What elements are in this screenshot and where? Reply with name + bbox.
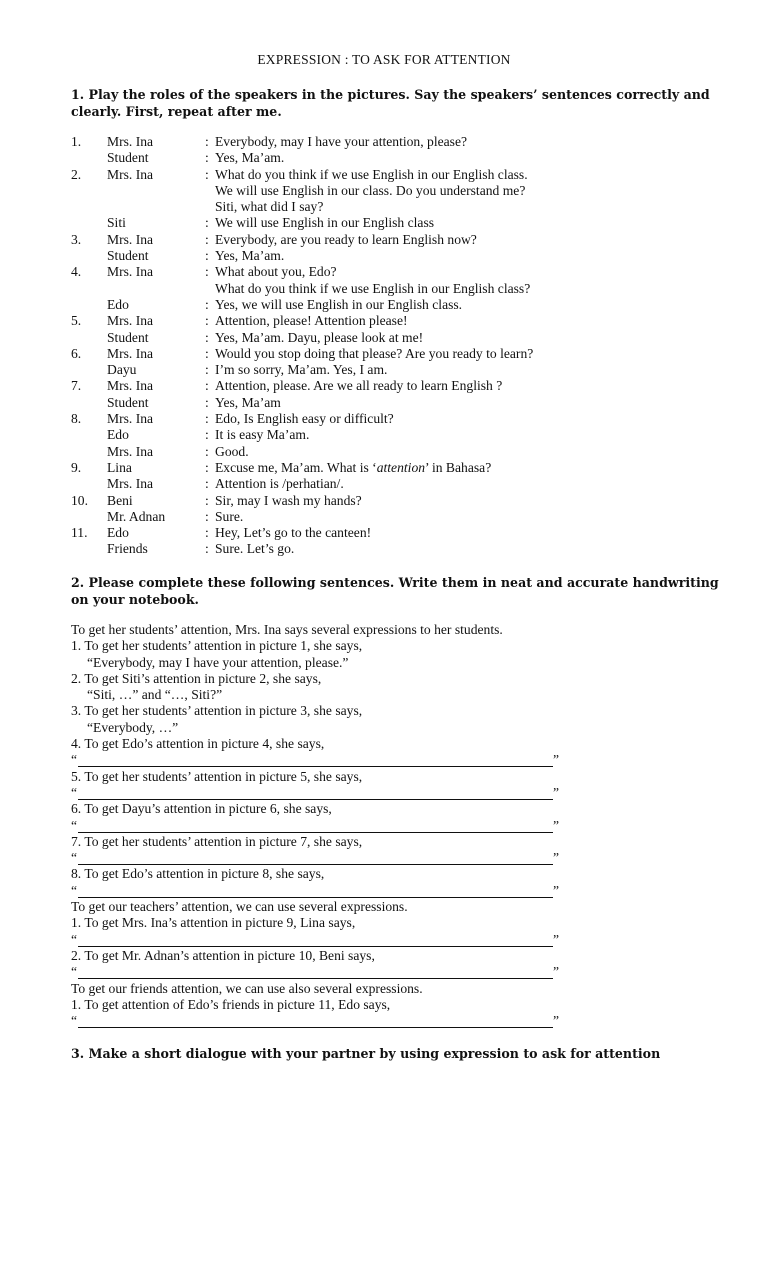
speaker-name: Student xyxy=(107,329,149,345)
dialogue-number: 2. xyxy=(71,166,82,182)
dialogue-row xyxy=(71,199,761,215)
dialogue-row xyxy=(71,330,761,346)
example-answer-1: “Everybody, may I have your attention, please.” xyxy=(87,654,349,670)
teachers-intro-line: To get our teachers’ attention, we can use several expressions. xyxy=(71,899,408,915)
dialogue-line: Would you stop doing that please? Are you ready to learn? xyxy=(215,345,534,361)
exercise-item-11: 1. To get attention of Edo’s friends in picture 11, Edo says, xyxy=(71,996,391,1012)
answer-blank[interactable]: “ ” xyxy=(71,784,560,800)
speaker-name: Mrs. Ina xyxy=(107,476,154,492)
speaker-name: Mr. Adnan xyxy=(107,508,166,524)
answer-blank[interactable]: “ ” xyxy=(71,964,560,980)
dialogue-colon: : xyxy=(205,231,209,247)
intro-line: To get her students’ attention, Mrs. Ina says several expressions to her students. xyxy=(71,622,503,637)
answer-blank[interactable]: “ ” xyxy=(71,850,560,866)
exercise-item-2: 2. To get Siti’s attention in picture 2, she says, xyxy=(71,670,322,686)
speaker-name: Mrs. Ina xyxy=(107,345,154,361)
dialogue-colon: : xyxy=(205,411,209,427)
dialogue-line: Siti, what did I say? xyxy=(215,199,324,215)
dialogue-colon: : xyxy=(205,427,209,443)
dialogue-line: What about you, Edo? xyxy=(215,264,337,280)
dialogue-line: Attention, please! Attention please! xyxy=(215,313,408,329)
section-2-heading: 2. Please complete these following sentences. Write them in neat and accurate handwriting on your notebook. xyxy=(71,575,719,607)
dialogue-row xyxy=(71,460,761,476)
speaker-name: Mrs. Ina xyxy=(107,313,154,329)
dialogue-colon: : xyxy=(205,134,209,149)
speaker-name: Mrs. Ina xyxy=(107,166,154,182)
answer-blank[interactable]: “ ” xyxy=(71,931,560,947)
dialogue-line: Sure. Let’s go. xyxy=(215,541,295,557)
dialogue-line: Sure. xyxy=(215,508,244,524)
speaker-name: Mrs. Ina xyxy=(107,231,154,247)
dialogue-line: Yes, Ma’am. xyxy=(215,150,285,166)
speaker-name: Friends xyxy=(107,541,148,557)
dialogue-colon: : xyxy=(205,329,209,345)
dialogue-row xyxy=(71,264,761,280)
exercise-item-4: 4. To get Edo’s attention in picture 4, she says, xyxy=(71,736,325,752)
speaker-name: Student xyxy=(107,150,149,166)
dialogue-colon: : xyxy=(205,362,209,378)
dialogue-colon: : xyxy=(205,443,209,459)
dialogue-number: 5. xyxy=(71,313,82,329)
section-3-heading: 3. Make a short dialogue with your partner by using expression to ask for attention xyxy=(71,1046,661,1061)
speaker-name: Lina xyxy=(107,459,132,475)
dialogue-row xyxy=(71,346,761,362)
dialogue-row xyxy=(71,509,761,525)
dialogue-line: Yes, Ma’am. xyxy=(215,248,285,264)
dialogue-line: Yes, we will use English in our English class. xyxy=(215,296,463,312)
dialogue-line: We will use English in our class. Do you understand me? xyxy=(215,182,526,198)
speaker-name: Student xyxy=(107,248,149,264)
example-answer-3: “Everybody, …” xyxy=(87,719,179,735)
dialogue-line: Sir, may I wash my hands? xyxy=(215,492,362,508)
dialogue-line: Good. xyxy=(215,443,249,459)
dialogue-line: Yes, Ma’am. Dayu, please look at me! xyxy=(215,329,424,345)
dialogue-number: 4. xyxy=(71,264,82,280)
dialogue-line: Edo, Is English easy or difficult? xyxy=(215,411,394,427)
dialogue-row xyxy=(71,297,761,313)
dialogue-number: 10. xyxy=(71,492,88,508)
exercise-item-8: 8. To get Edo’s attention in picture 8, she says, xyxy=(71,866,325,882)
dialogue-colon: : xyxy=(205,541,209,557)
dialogue-line: What do you think if we use English in our English class. xyxy=(215,166,528,182)
dialogue-number: 8. xyxy=(71,411,82,427)
dialogue-row xyxy=(71,525,761,541)
dialogue-line: We will use English in our English class xyxy=(215,215,435,231)
dialogue-row xyxy=(71,167,761,183)
dialogue-row xyxy=(71,281,761,297)
page-title: EXPRESSION : TO ASK FOR ATTENTION xyxy=(257,52,511,67)
dialogue-number: 7. xyxy=(71,378,82,394)
dialogue-number: 1. xyxy=(71,134,82,149)
speaker-name: Siti xyxy=(107,215,126,231)
dialogue-row xyxy=(71,313,761,329)
example-answer-2: “Siti, …” and “…, Siti?” xyxy=(87,687,223,703)
dialogue-line: Everybody, are you ready to learn English now? xyxy=(215,231,477,247)
dialogue-number: 11. xyxy=(71,525,88,541)
dialogue-row xyxy=(71,134,761,150)
dialogue-row xyxy=(71,378,761,394)
dialogue-colon: : xyxy=(205,378,209,394)
dialogue-row xyxy=(71,395,761,411)
dialogue-row xyxy=(71,215,761,231)
speaker-name: Mrs. Ina xyxy=(107,443,154,459)
dialogue-line: Attention, please. Are we all ready to learn English ? xyxy=(215,378,503,394)
answer-blank[interactable]: “ ” xyxy=(71,1013,560,1029)
dialogue-line: Excuse me, Ma’am. What is ‘attention’ in Bahasa? xyxy=(215,459,492,475)
exercise-item-10: 2. To get Mr. Adnan’s attention in picture 10, Beni says, xyxy=(71,947,375,963)
dialogue-row xyxy=(71,444,761,460)
dialogue-row xyxy=(71,183,761,199)
dialogue-line: Everybody, may I have your attention, please? xyxy=(215,134,468,149)
dialogue-row xyxy=(71,362,761,378)
section-1-heading: 1. Play the roles of the speakers in the pictures. Say the speakers’ sentences correctly and clearly. First, repeat after me. xyxy=(71,87,710,119)
dialogue-row xyxy=(71,476,761,492)
exercise-item-7: 7. To get her students’ attention in picture 7, she says, xyxy=(71,833,363,849)
speaker-name: Edo xyxy=(107,296,129,312)
completion-exercise xyxy=(71,622,691,1029)
dialogue-number: 6. xyxy=(71,345,82,361)
dialogue-colon: : xyxy=(205,492,209,508)
dialogue-line: Yes, Ma’am xyxy=(215,394,281,410)
dialogue-line: What do you think if we use English in our English class? xyxy=(215,280,531,296)
dialogue-colon: : xyxy=(205,394,209,410)
dialogue-colon: : xyxy=(205,166,209,182)
speaker-name: Edo xyxy=(107,427,129,443)
dialogue-line: It is easy Ma’am. xyxy=(215,427,310,443)
dialogue-colon: : xyxy=(205,476,209,492)
exercise-item-1: 1. To get her students’ attention in picture 1, she says, xyxy=(71,638,363,654)
answer-blank[interactable]: “ ” xyxy=(71,882,560,898)
speaker-name: Edo xyxy=(107,525,129,541)
dialogue-row xyxy=(71,427,761,443)
exercise-item-9: 1. To get Mrs. Ina’s attention in picture 9, Lina says, xyxy=(71,915,356,931)
dialogue-number: 9. xyxy=(71,459,82,475)
dialogue-colon: : xyxy=(205,264,209,280)
dialogue-row xyxy=(71,232,761,248)
speaker-name: Dayu xyxy=(107,362,137,378)
dialogue-number: 3. xyxy=(71,231,82,247)
dialogue-colon: : xyxy=(205,508,209,524)
friends-intro-line: To get our friends attention, we can use also several expressions. xyxy=(71,980,423,996)
dialogue-colon: : xyxy=(205,345,209,361)
dialogue-colon: : xyxy=(205,248,209,264)
dialogue-colon: : xyxy=(205,459,209,475)
dialogue-line: I’m so sorry, Ma’am. Yes, I am. xyxy=(215,362,388,378)
dialogue-colon: : xyxy=(205,215,209,231)
speaker-name: Mrs. Ina xyxy=(107,411,154,427)
exercise-item-6: 6. To get Dayu’s attention in picture 6, she says, xyxy=(71,801,332,817)
speaker-name: Mrs. Ina xyxy=(107,378,154,394)
dialogue-list xyxy=(71,134,761,558)
speaker-name: Beni xyxy=(107,492,133,508)
dialogue-line: Attention is /perhatian/. xyxy=(215,476,344,492)
exercise-item-5: 5. To get her students’ attention in picture 5, she says, xyxy=(71,768,363,784)
dialogue-row xyxy=(71,150,761,166)
dialogue-colon: : xyxy=(205,313,209,329)
dialogue-colon: : xyxy=(205,150,209,166)
dialogue-row xyxy=(71,541,761,557)
speaker-name: Mrs. Ina xyxy=(107,264,154,280)
speaker-name: Student xyxy=(107,394,149,410)
dialogue-row xyxy=(71,493,761,509)
answer-blank[interactable]: “ ” xyxy=(71,752,560,768)
dialogue-colon: : xyxy=(205,296,209,312)
dialogue-row xyxy=(71,248,761,264)
speaker-name: Mrs. Ina xyxy=(107,134,154,149)
dialogue-colon: : xyxy=(205,525,209,541)
exercise-item-3: 3. To get her students’ attention in picture 3, she says, xyxy=(71,703,363,719)
dialogue-line: Hey, Let’s go to the canteen! xyxy=(215,525,372,541)
answer-blank[interactable]: “ ” xyxy=(71,817,560,833)
dialogue-row xyxy=(71,411,761,427)
